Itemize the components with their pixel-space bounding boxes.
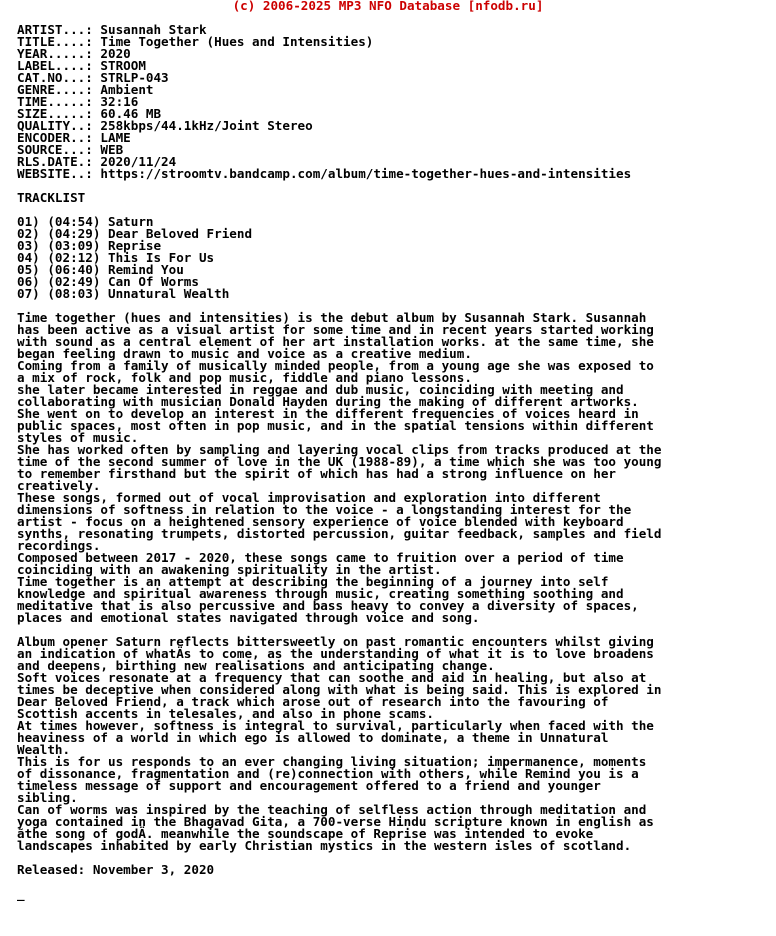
description-line: Dear Beloved Friend, a track which arose out of research into the favouring of xyxy=(17,694,609,709)
info-quality-line: QUALITY..: 258kbps/44.1kHz/Joint Stereo xyxy=(17,118,313,133)
description-line: Scottish accents in telesales, and also in phone scams. xyxy=(17,706,435,721)
description-line: synths, resonating trumpets, distorted percussion, guitar feedback, samples and field xyxy=(17,526,662,541)
description-line: has been active as a visual artist for some time and in recent years started working xyxy=(17,322,654,337)
description-line: Coming from a family of musically minded people, from a young age she was exposed to xyxy=(17,358,654,373)
description-line: collaborating with musician Donald Hayden during the making of different artworks. xyxy=(17,394,639,409)
nfo-text-block xyxy=(17,24,772,900)
description-line: styles of music. xyxy=(17,430,139,445)
description-line: began feeling drawn to music and voice as a creative medium. xyxy=(17,346,472,361)
end-mark: _ xyxy=(17,886,25,901)
description-line: Wealth. xyxy=(17,742,71,757)
description-line: sibling. xyxy=(17,790,78,805)
description-line: coinciding with an awakening spirituality in the artist. xyxy=(17,562,442,577)
description-line: creatively. xyxy=(17,478,101,493)
description-line: and deepens, birthing new realisations and anticipating change. xyxy=(17,658,495,673)
info-source-line: SOURCE...: WEB xyxy=(17,142,124,157)
description-line: dimensions of softness in relation to the voice - a longstanding interest for the xyxy=(17,502,632,517)
description-line: This is for us responds to an ever changing living situation; impermanence, moments xyxy=(17,754,647,769)
description-line: times be deceptive when considered along with what is being said. This is explored in xyxy=(17,682,662,697)
description-line: She has worked often by sampling and layering vocal clips from tracks produced at the xyxy=(17,442,662,457)
description-line: yoga contained in the Bhagavad Gita, a 700-verse Hindu scripture known in english as xyxy=(17,814,654,829)
track-item: 06) (02:49) Can Of Worms xyxy=(17,274,199,289)
blank-line xyxy=(17,876,772,888)
info-artist-line: ARTIST...: Susannah Stark xyxy=(17,22,207,37)
info-size-line: SIZE.....: 60.46 MB xyxy=(17,106,162,121)
description-line: recordings. xyxy=(17,538,101,553)
info-catno-line: CAT.NO...: STRLP-043 xyxy=(17,70,169,85)
description-line: places and emotional states navigated through voice and song. xyxy=(17,610,480,625)
track-item: 05) (06:40) Remind You xyxy=(17,262,184,277)
description-line: heaviness of a world in which ego is allowed to dominate, a theme in Unnatural xyxy=(17,730,609,745)
description-line: time of the second summer of love in the UK (1988-89), a time which she was too young xyxy=(17,454,662,469)
description-line: to remember firsthand but the spirit of which has had a strong influence on her xyxy=(17,466,616,481)
info-encoder-line: ENCODER..: LAME xyxy=(17,130,131,145)
tracklist-heading: TRACKLIST xyxy=(17,190,86,205)
track-item: 07) (08:03) Unnatural Wealth xyxy=(17,286,230,301)
track-item: 02) (04:29) Dear Beloved Friend xyxy=(17,226,253,241)
description-line: an indication of whatÄs to come, as the understanding of what it is to love broadens xyxy=(17,646,654,661)
description-line: with sound as a central element of her art installation works. at the same time, she xyxy=(17,334,654,349)
blank-line xyxy=(17,180,772,192)
description-line: she later became interested in reggae and dub music, coinciding with meeting and xyxy=(17,382,624,397)
info-label-line: LABEL....: STROOM xyxy=(17,58,146,73)
track-item: 04) (02:12) This Is For Us xyxy=(17,250,215,265)
info-genre-line: GENRE....: Ambient xyxy=(17,82,154,97)
released-date-line: Released: November 3, 2020 xyxy=(17,862,215,877)
info-release-date-line: RLS.DATE.: 2020/11/24 xyxy=(17,154,177,169)
description-line: At times however, softness is integral to survival, particularly when faced with the xyxy=(17,718,654,733)
description-line: artist - focus on a heightened sensory experience of voice blended with keyboard xyxy=(17,514,624,529)
info-time-line: TIME.....: 32:16 xyxy=(17,94,139,109)
description-line: of dissonance, fragmentation and (re)connection with others, while Remind you is a xyxy=(17,766,639,781)
description-line: ãthe song of godÄ. meanwhile the soundscape of Reprise was intended to evoke xyxy=(17,826,594,841)
description-line: knowledge and spiritual awareness through music, creating something soothing and xyxy=(17,586,624,601)
description-line: landscapes inhabited by early Christian mystics in the western isles of scotland. xyxy=(17,838,632,853)
info-website-line: WEBSITE..: https://stroomtv.bandcamp.com/album/time-together-hues-and-intensities xyxy=(17,166,632,181)
description-line: Time together (hues and intensities) is the debut album by Susannah Stark. Susannah xyxy=(17,310,647,325)
description-line: timeless message of support and encouragement offered to a friend and younger xyxy=(17,778,601,793)
description-line: public spaces, most often in pop music, and in the spatial tensions within different xyxy=(17,418,654,433)
description-line: Composed between 2017 - 2020, these songs came to fruition over a period of time xyxy=(17,550,624,565)
info-title-line: TITLE....: Time Together (Hues and Intensities) xyxy=(17,34,374,49)
nfo-database-copyright-header: (c) 2006-2025 MP3 NFO Database [nfodb.ru] xyxy=(232,0,544,13)
track-item: 03) (03:09) Reprise xyxy=(17,238,162,253)
description-line: Can of worms was inspired by the teaching of selfless action through meditation and xyxy=(17,802,647,817)
description-line: meditative that is also percussive and bass heavy to convey a diversity of spaces, xyxy=(17,598,639,613)
description-line: a mix of rock, folk and pop music, fiddle and piano lessons. xyxy=(17,370,472,385)
track-item: 01) (04:54) Saturn xyxy=(17,214,154,229)
info-year-line: YEAR.....: 2020 xyxy=(17,46,131,61)
description-line: These songs, formed out of vocal improvisation and exploration into different xyxy=(17,490,601,505)
description-line: Time together is an attempt at describing the beginning of a journey into self xyxy=(17,574,609,589)
description-line: Soft voices resonate at a frequency that can soothe and aid in healing, but also at xyxy=(17,670,647,685)
description-line: She went on to develop an interest in the different frequencies of voices heard in xyxy=(17,406,639,421)
description-line: Album opener Saturn reflects bittersweetly on past romantic encounters whilst giving xyxy=(17,634,654,649)
